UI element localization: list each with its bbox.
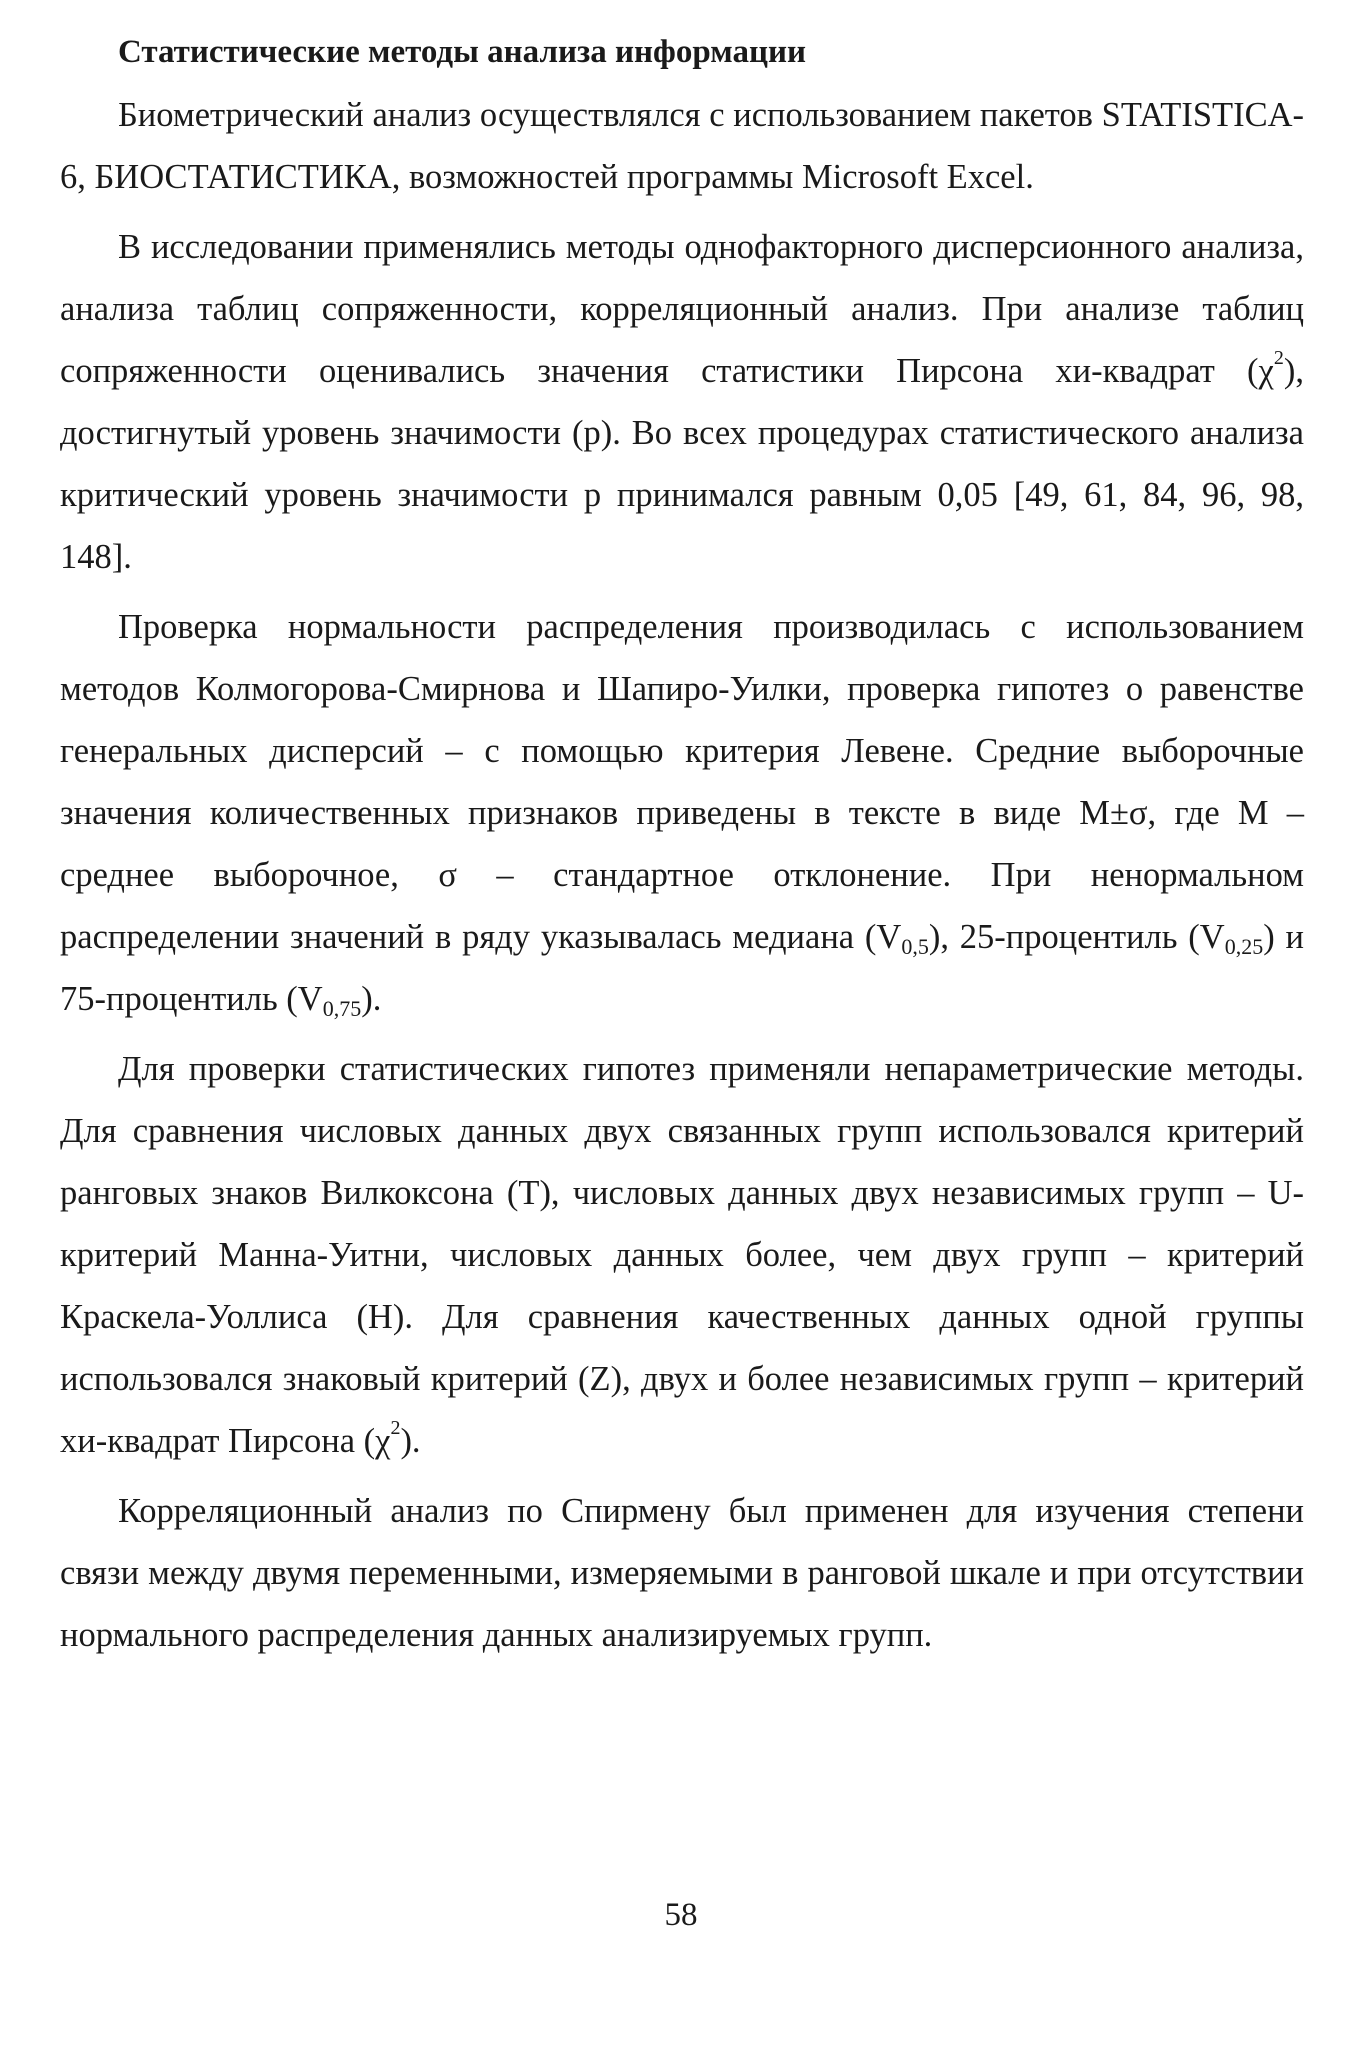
paragraph-software-text: Биометрический анализ осуществлялся с использованием пакетов STATISTICA-6, БИОСТАТИСТИКА, возможностей программы Microsoft Excel. bbox=[60, 96, 1304, 196]
paragraph-normality: Проверка нормальности распределения производилась с использованием методов Колмогорова-Смирнова и Шапиро-Уилки, проверка гипотез о равенстве генеральных дисперсий – с помощью критерия Левене. Средние выборочные значения количественных признаков приведены в тексте в виде М±σ, где М – среднее выборочное, σ – стандартное отклонение. При ненормальном распределении значений в ряду указывалась медиана $(V_{0,5})$, 25-процентиль $(V_{0,25})$ и 75-процентиль $(V_{0,75})$. bbox=[60, 608, 1305, 1021]
paragraph-nonparametric: Для проверки статистических гипотез применяли непараметрические методы. Для сравнения числовых данных двух связанных групп использовался критерий ранговых знаков Вилкоксона (Т), числовых данных двух независимых групп – U-критерий Манна-Уитни, числовых данных более, чем двух групп – критерий Краскела-Уоллиса (Н). Для сравнения качественных данных одной группы использовался знаковый критерий (Z), двух и более независимых групп – критерий хи-квадрат Пирсона $(\chi^2)$. bbox=[60, 1050, 1304, 1460]
paragraph-software bbox=[60, 84, 1304, 208]
page-number: 58 bbox=[664, 1897, 698, 1933]
section-heading: Статистические методы анализа информации bbox=[118, 34, 806, 70]
paragraph-methods: В исследовании применялись методы однофакторного дисперсионного анализа, анализа таблиц сопряженности, корреляционный анализ. При анализе таблиц сопряженности оценивались значения статистики Пирсона хи-квадрат $(\chi^2)$, достигнутый уровень значимости (р). Во всех процедурах статистического анализа критический уровень значимости р принимался равным 0,05 [49, 61, 84, 96, 98, 148]. bbox=[60, 228, 1304, 576]
paragraph-correlation: Корреляционный анализ по Спирмену был применен для изучения степени связи между двумя переменными, измеряемыми в ранговой шкале и при отсутствии нормального распределения данных анализируемых групп. bbox=[60, 1492, 1304, 1654]
document-page bbox=[60, 28, 1305, 1674]
